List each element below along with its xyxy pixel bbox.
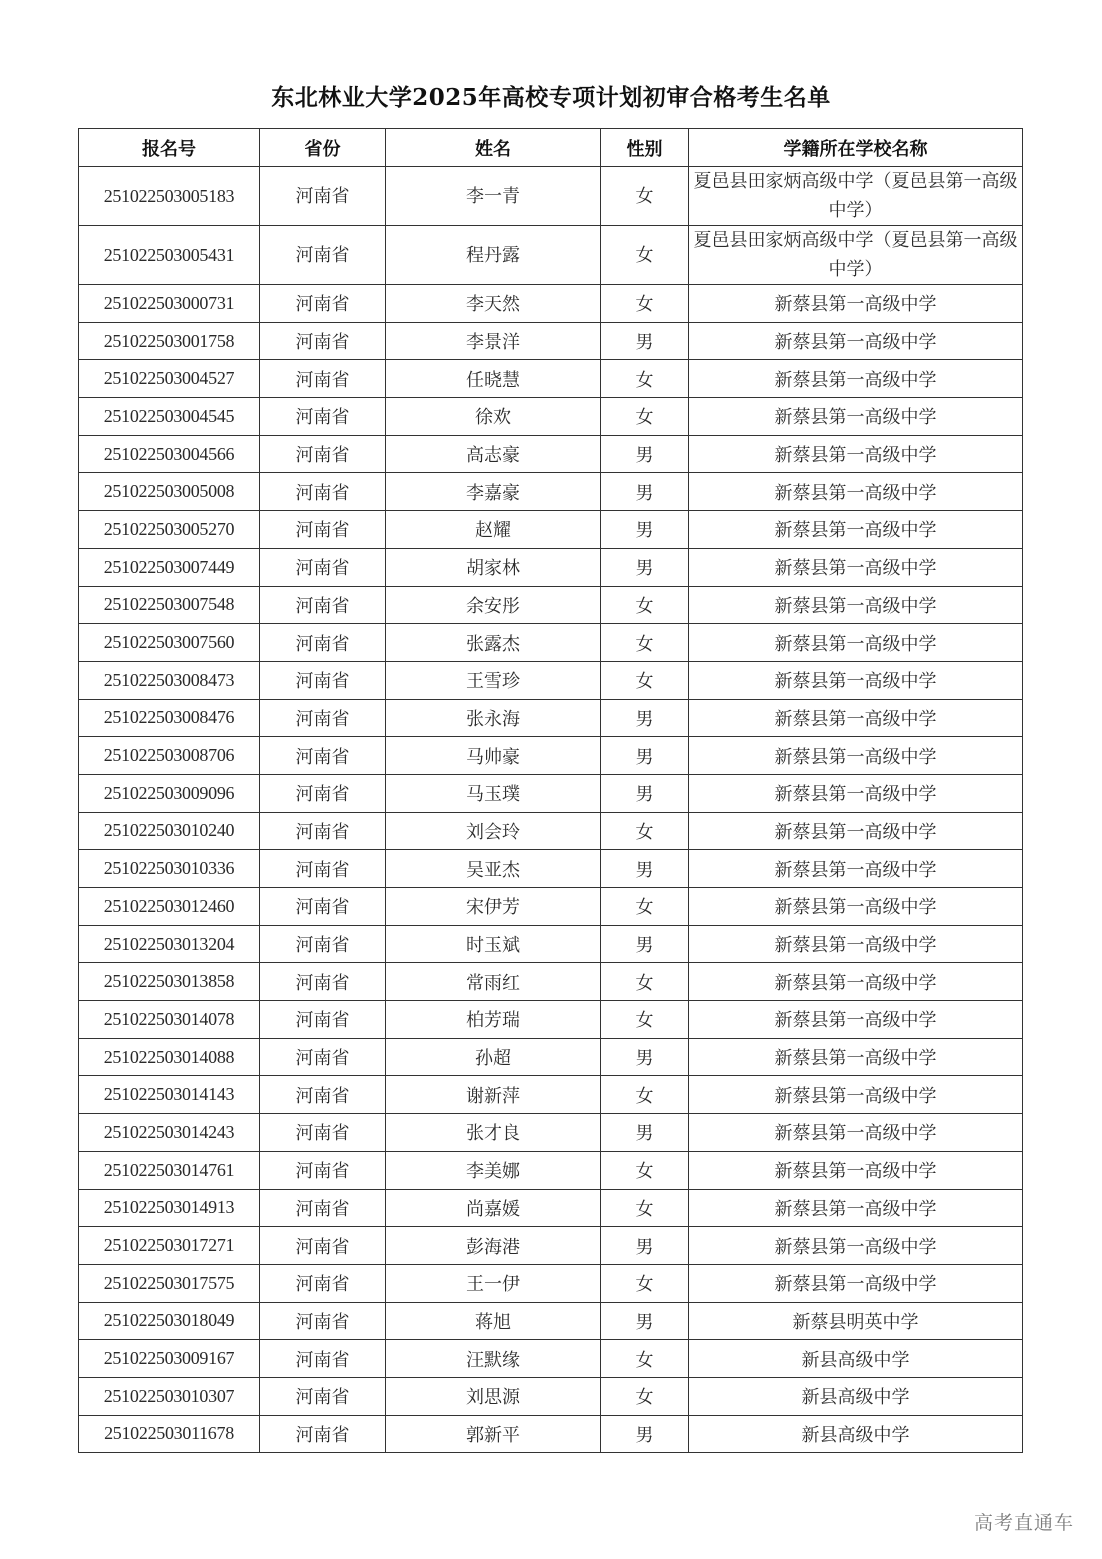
cell-registration-id: 251022503008476 <box>79 699 260 737</box>
cell-province: 河南省 <box>260 774 386 812</box>
cell-gender: 男 <box>601 1114 689 1152</box>
cell-gender: 女 <box>601 1076 689 1114</box>
cell-province: 河南省 <box>260 1264 386 1302</box>
cell-gender: 男 <box>601 925 689 963</box>
cell-province: 河南省 <box>260 586 386 624</box>
cell-name: 常雨红 <box>386 963 601 1001</box>
cell-province: 河南省 <box>260 360 386 398</box>
table-row <box>79 1151 1023 1189</box>
cell-school: 夏邑县田家炳高级中学（夏邑县第一高级中学） <box>689 226 1023 285</box>
cell-name: 张永海 <box>386 699 601 737</box>
cell-gender: 女 <box>601 812 689 850</box>
cell-province: 河南省 <box>260 322 386 360</box>
cell-registration-id: 251022503011678 <box>79 1415 260 1453</box>
cell-name: 刘思源 <box>386 1377 601 1415</box>
cell-name: 吴亚杰 <box>386 850 601 888</box>
cell-name: 王一伊 <box>386 1264 601 1302</box>
table-row <box>79 774 1023 812</box>
cell-province: 河南省 <box>260 285 386 323</box>
cell-school: 新蔡县第一高级中学 <box>689 888 1023 926</box>
table-row <box>79 473 1023 511</box>
cell-school: 新蔡县第一高级中学 <box>689 737 1023 775</box>
cell-name: 蒋旭 <box>386 1302 601 1340</box>
table-row <box>79 850 1023 888</box>
cell-registration-id: 251022503018049 <box>79 1302 260 1340</box>
cell-school: 新蔡县第一高级中学 <box>689 398 1023 436</box>
table-row <box>79 1114 1023 1152</box>
cell-gender: 女 <box>601 360 689 398</box>
table-row <box>79 548 1023 586</box>
column-header-province: 省份 <box>260 129 386 167</box>
cell-province: 河南省 <box>260 1227 386 1265</box>
cell-school: 新蔡县第一高级中学 <box>689 1189 1023 1227</box>
table-row <box>79 1038 1023 1076</box>
cell-name: 汪默缘 <box>386 1340 601 1378</box>
table-row <box>79 1001 1023 1039</box>
cell-name: 李嘉豪 <box>386 473 601 511</box>
cell-province: 河南省 <box>260 1415 386 1453</box>
cell-school: 新蔡县第一高级中学 <box>689 925 1023 963</box>
cell-province: 河南省 <box>260 699 386 737</box>
cell-school: 新蔡县第一高级中学 <box>689 1264 1023 1302</box>
table-row <box>79 226 1023 285</box>
cell-school: 新蔡县第一高级中学 <box>689 850 1023 888</box>
cell-registration-id: 251022503010336 <box>79 850 260 888</box>
table-row <box>79 1264 1023 1302</box>
cell-gender: 女 <box>601 1151 689 1189</box>
cell-registration-id: 251022503013858 <box>79 963 260 1001</box>
cell-name: 张才良 <box>386 1114 601 1152</box>
watermark: 高考直通车 <box>973 1512 1074 1534</box>
cell-registration-id: 251022503007548 <box>79 586 260 624</box>
table-row <box>79 167 1023 226</box>
cell-school: 新蔡县第一高级中学 <box>689 699 1023 737</box>
table-row <box>79 624 1023 662</box>
cell-registration-id: 251022503014143 <box>79 1076 260 1114</box>
cell-name: 宋伊芳 <box>386 888 601 926</box>
cell-name: 徐欢 <box>386 398 601 436</box>
cell-province: 河南省 <box>260 925 386 963</box>
cell-gender: 男 <box>601 1227 689 1265</box>
cell-gender: 女 <box>601 1001 689 1039</box>
cell-registration-id: 251022503008473 <box>79 661 260 699</box>
cell-name: 柏芳瑞 <box>386 1001 601 1039</box>
cell-name: 张露杰 <box>386 624 601 662</box>
cell-gender: 女 <box>601 1189 689 1227</box>
cell-registration-id: 251022503004566 <box>79 435 260 473</box>
candidate-table <box>78 128 1023 1453</box>
cell-registration-id: 251022503005431 <box>79 226 260 285</box>
cell-gender: 男 <box>601 1415 689 1453</box>
cell-province: 河南省 <box>260 511 386 549</box>
cell-registration-id: 251022503014088 <box>79 1038 260 1076</box>
column-header-school: 学籍所在学校名称 <box>689 129 1023 167</box>
cell-province: 河南省 <box>260 226 386 285</box>
cell-registration-id: 251022503007449 <box>79 548 260 586</box>
cell-province: 河南省 <box>260 398 386 436</box>
column-header-gender: 性别 <box>601 129 689 167</box>
cell-gender: 男 <box>601 850 689 888</box>
cell-province: 河南省 <box>260 1377 386 1415</box>
table-row <box>79 1189 1023 1227</box>
table-row <box>79 1076 1023 1114</box>
cell-school: 新蔡县第一高级中学 <box>689 586 1023 624</box>
cell-gender: 男 <box>601 737 689 775</box>
cell-name: 李美娜 <box>386 1151 601 1189</box>
cell-school: 新县高级中学 <box>689 1377 1023 1415</box>
cell-province: 河南省 <box>260 624 386 662</box>
cell-registration-id: 251022503005270 <box>79 511 260 549</box>
table-row <box>79 1415 1023 1453</box>
cell-school: 新蔡县第一高级中学 <box>689 963 1023 1001</box>
cell-province: 河南省 <box>260 1302 386 1340</box>
cell-registration-id: 251022503017271 <box>79 1227 260 1265</box>
cell-gender: 男 <box>601 699 689 737</box>
cell-province: 河南省 <box>260 850 386 888</box>
cell-gender: 男 <box>601 774 689 812</box>
cell-school: 新蔡县第一高级中学 <box>689 1114 1023 1152</box>
cell-province: 河南省 <box>260 1038 386 1076</box>
cell-registration-id: 251022503014078 <box>79 1001 260 1039</box>
cell-province: 河南省 <box>260 1189 386 1227</box>
cell-name: 李天然 <box>386 285 601 323</box>
cell-school: 新蔡县第一高级中学 <box>689 1038 1023 1076</box>
cell-registration-id: 251022503014243 <box>79 1114 260 1152</box>
table-row <box>79 888 1023 926</box>
cell-province: 河南省 <box>260 1340 386 1378</box>
table-row <box>79 360 1023 398</box>
cell-gender: 女 <box>601 226 689 285</box>
cell-registration-id: 251022503014761 <box>79 1151 260 1189</box>
cell-gender: 女 <box>601 586 689 624</box>
cell-school: 新蔡县第一高级中学 <box>689 548 1023 586</box>
cell-registration-id: 251022503004545 <box>79 398 260 436</box>
column-header-name: 姓名 <box>386 129 601 167</box>
cell-name: 时玉斌 <box>386 925 601 963</box>
cell-school: 新蔡县第一高级中学 <box>689 661 1023 699</box>
cell-province: 河南省 <box>260 888 386 926</box>
table-row <box>79 925 1023 963</box>
table-body <box>79 167 1023 1453</box>
cell-school: 新蔡县第一高级中学 <box>689 1227 1023 1265</box>
cell-gender: 男 <box>601 511 689 549</box>
cell-registration-id: 251022503014913 <box>79 1189 260 1227</box>
cell-gender: 男 <box>601 1038 689 1076</box>
cell-gender: 男 <box>601 473 689 511</box>
cell-registration-id: 251022503012460 <box>79 888 260 926</box>
cell-province: 河南省 <box>260 812 386 850</box>
cell-registration-id: 251022503008706 <box>79 737 260 775</box>
cell-registration-id: 251022503007560 <box>79 624 260 662</box>
cell-gender: 女 <box>601 661 689 699</box>
cell-registration-id: 251022503005183 <box>79 167 260 226</box>
cell-school: 新蔡县第一高级中学 <box>689 435 1023 473</box>
cell-gender: 女 <box>601 398 689 436</box>
table-row <box>79 1377 1023 1415</box>
cell-name: 李景洋 <box>386 322 601 360</box>
cell-province: 河南省 <box>260 1076 386 1114</box>
cell-province: 河南省 <box>260 1114 386 1152</box>
table-row <box>79 699 1023 737</box>
cell-name: 程丹露 <box>386 226 601 285</box>
cell-registration-id: 251022503013204 <box>79 925 260 963</box>
cell-school: 新蔡县第一高级中学 <box>689 360 1023 398</box>
cell-school: 新蔡县明英中学 <box>689 1302 1023 1340</box>
column-header-id: 报名号 <box>79 129 260 167</box>
cell-province: 河南省 <box>260 167 386 226</box>
cell-gender: 男 <box>601 322 689 360</box>
cell-school: 新蔡县第一高级中学 <box>689 624 1023 662</box>
table-header-row <box>79 129 1023 167</box>
table-row <box>79 1227 1023 1265</box>
cell-name: 郭新平 <box>386 1415 601 1453</box>
cell-name: 王雪珍 <box>386 661 601 699</box>
table-row <box>79 322 1023 360</box>
cell-name: 马玉璞 <box>386 774 601 812</box>
cell-gender: 女 <box>601 1264 689 1302</box>
cell-province: 河南省 <box>260 661 386 699</box>
table-row <box>79 812 1023 850</box>
cell-school: 新蔡县第一高级中学 <box>689 774 1023 812</box>
cell-province: 河南省 <box>260 1001 386 1039</box>
cell-name: 彭海港 <box>386 1227 601 1265</box>
cell-name: 赵耀 <box>386 511 601 549</box>
cell-province: 河南省 <box>260 548 386 586</box>
cell-gender: 女 <box>601 1377 689 1415</box>
table-row <box>79 1340 1023 1378</box>
cell-province: 河南省 <box>260 473 386 511</box>
cell-name: 刘会玲 <box>386 812 601 850</box>
cell-registration-id: 251022503001758 <box>79 322 260 360</box>
cell-gender: 男 <box>601 435 689 473</box>
cell-registration-id: 251022503000731 <box>79 285 260 323</box>
cell-gender: 女 <box>601 624 689 662</box>
cell-name: 李一青 <box>386 167 601 226</box>
cell-registration-id: 251022503005008 <box>79 473 260 511</box>
cell-registration-id: 251022503010240 <box>79 812 260 850</box>
cell-gender: 女 <box>601 963 689 1001</box>
cell-school: 夏邑县田家炳高级中学（夏邑县第一高级中学） <box>689 167 1023 226</box>
cell-school: 新蔡县第一高级中学 <box>689 1076 1023 1114</box>
cell-school: 新蔡县第一高级中学 <box>689 1001 1023 1039</box>
cell-registration-id: 251022503017575 <box>79 1264 260 1302</box>
cell-name: 高志豪 <box>386 435 601 473</box>
cell-name: 胡家林 <box>386 548 601 586</box>
cell-name: 谢新萍 <box>386 1076 601 1114</box>
cell-registration-id: 251022503010307 <box>79 1377 260 1415</box>
cell-school: 新蔡县第一高级中学 <box>689 812 1023 850</box>
cell-name: 尚嘉媛 <box>386 1189 601 1227</box>
table-row <box>79 737 1023 775</box>
cell-school: 新蔡县第一高级中学 <box>689 473 1023 511</box>
cell-name: 孙超 <box>386 1038 601 1076</box>
cell-province: 河南省 <box>260 1151 386 1189</box>
cell-gender: 男 <box>601 548 689 586</box>
table-row <box>79 963 1023 1001</box>
cell-name: 任晓慧 <box>386 360 601 398</box>
table-row <box>79 398 1023 436</box>
cell-gender: 女 <box>601 1340 689 1378</box>
table-row <box>79 435 1023 473</box>
cell-school: 新蔡县第一高级中学 <box>689 1151 1023 1189</box>
cell-province: 河南省 <box>260 435 386 473</box>
table-row <box>79 511 1023 549</box>
cell-registration-id: 251022503009096 <box>79 774 260 812</box>
cell-gender: 女 <box>601 285 689 323</box>
cell-school: 新蔡县第一高级中学 <box>689 322 1023 360</box>
cell-school: 新蔡县第一高级中学 <box>689 285 1023 323</box>
cell-name: 余安彤 <box>386 586 601 624</box>
cell-gender: 女 <box>601 167 689 226</box>
cell-gender: 女 <box>601 888 689 926</box>
table-row <box>79 661 1023 699</box>
cell-school: 新蔡县第一高级中学 <box>689 511 1023 549</box>
cell-registration-id: 251022503004527 <box>79 360 260 398</box>
cell-school: 新县高级中学 <box>689 1340 1023 1378</box>
cell-registration-id: 251022503009167 <box>79 1340 260 1378</box>
table-row <box>79 1302 1023 1340</box>
cell-school: 新县高级中学 <box>689 1415 1023 1453</box>
cell-province: 河南省 <box>260 963 386 1001</box>
table-row <box>79 586 1023 624</box>
cell-gender: 男 <box>601 1302 689 1340</box>
cell-name: 马帅豪 <box>386 737 601 775</box>
document-title: 东北林业大学2025年高校专项计划初审合格考生名单 <box>271 84 831 111</box>
table-row <box>79 285 1023 323</box>
cell-province: 河南省 <box>260 737 386 775</box>
